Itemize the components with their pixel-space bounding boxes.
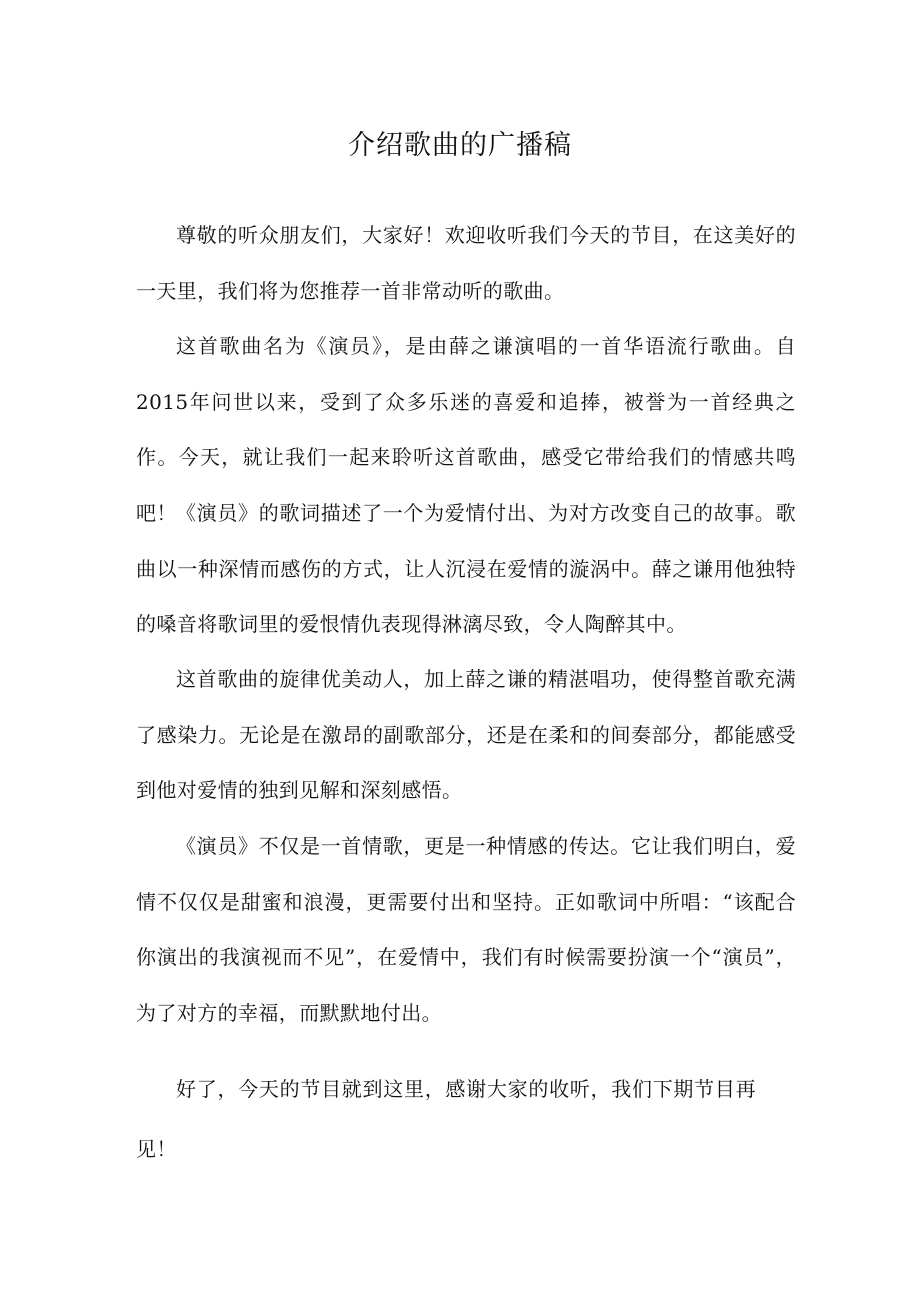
paragraph-lyrics-description: 《演员》的歌词描述了一个为爱情付出、为对方改变自己的故事。歌曲以一种深情而感伤的方式，让人沉浸在爱情的漩涡中。薛之谦用他独特的嗓音将歌词里的爱恨情仇表现得淋漓尽致，令人陶醉其中。 <box>136 501 796 636</box>
paragraph-closing: 好了，今天的节目就到这里，感谢大家的收听，我们下期节目再见！ <box>136 1077 756 1161</box>
paragraph-meaning: 《演员》不仅是一首情歌，更是一种情感的传达。它让我们明白，爱情不仅仅是甜蜜和浪漫，更需要付出和坚持。正如歌词中所唱：“该配合你演出的我演视而不见”，在爱情中，我们有时候需要扮演一个“演员”，为了对方的幸福，而默默地付出。 <box>136 834 796 1025</box>
document-title: 介绍歌曲的广播稿 <box>348 130 572 161</box>
paragraph-melody: 这首歌曲的旋律优美动人，加上薛之谦的精湛唱功，使得整首歌充满了感染力。无论是在激昂的副歌部分，还是在柔和的间奏部分，都能感受到他对爱情的独到见解和深刻感悟。 <box>136 667 796 802</box>
paragraph-greeting: 尊敬的听众朋友们，大家好！欢迎收听我们今天的节目，在这美好的一天里，我们将为您推荐一首非常动听的歌曲。 <box>136 223 796 303</box>
paragraph-song-intro: 这首歌曲名为《演员》，是由薛之谦演唱的一首华语流行歌曲。自2015年问世以来，受到了众多乐迷的喜爱和追捧，被誉为一首经典之作。今天，就让我们一起来聆听这首歌曲，感受它带给我们的情感共鸣吧！ <box>136 334 796 525</box>
